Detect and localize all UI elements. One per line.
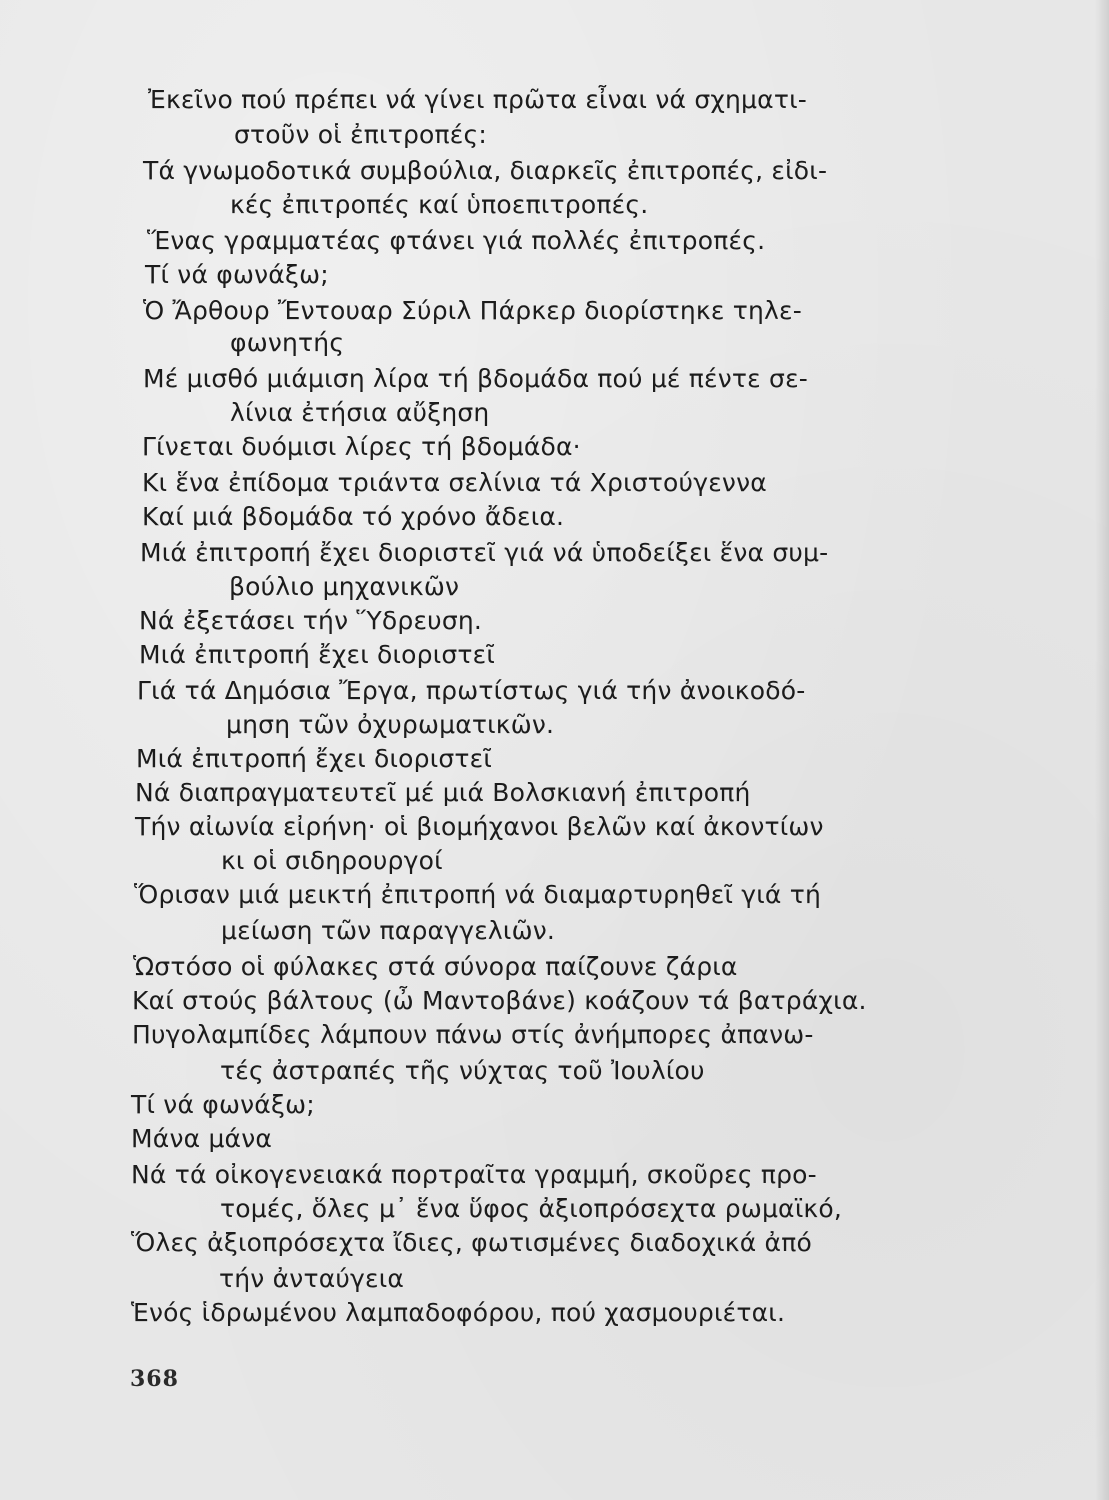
poem-line: Καί στούς βάλτους (ὦ Μαντοβάνε) κοάζουν τά βατράχια. — [132, 986, 867, 1015]
poem-line: Τί νά φωνάξω; — [145, 260, 329, 289]
poem-line: Νά διαπραγματευτεῖ μέ μιά Βολσκιανή ἐπιτροπή — [135, 778, 751, 807]
poem-line: στοῦν οἱ ἐπιτροπές: — [234, 120, 487, 149]
poem-line: Τήν αἰωνία εἰρήνη· οἱ βιομήχανοι βελῶν καί ἀκοντίων — [135, 812, 824, 841]
page-number: 368 — [130, 1366, 179, 1392]
poem-line: τές ἀστραπές τῆς νύχτας τοῦ Ἰουλίου — [220, 1056, 705, 1085]
poem-line: Μάνα μάνα — [131, 1124, 273, 1153]
poem-line: Μιά ἐπιτροπή ἔχει διοριστεῖ — [139, 640, 496, 669]
poem-line: τήν ἀνταύγεια — [219, 1264, 405, 1293]
poem-line: Πυγολαμπίδες λάμπουν πάνω στίς ἀνήμπορες ἀπανω- — [132, 1020, 814, 1049]
poem-line: Νά ἐξετάσει τήν Ὕδρευση. — [139, 606, 483, 635]
poem-line: Ὅλες ἀξιοπρόσεχτα ἴδιες, φωτισμένες διαδοχικά ἀπό — [131, 1228, 812, 1257]
poem-line: Τά γνωμοδοτικά συμβούλια, διαρκεῖς ἐπιτροπές, εἰδι- — [143, 156, 828, 185]
poem-line: Μιά ἐπιτροπή ἔχει διοριστεῖ γιά νά ὑποδείξει ἕνα συμ- — [140, 538, 829, 567]
poem-line: Τί νά φωνάξω; — [131, 1090, 315, 1119]
poem-line: Νά τά οἰκογενειακά πορτραῖτα γραμμή, σκοῦρες προ- — [131, 1160, 817, 1189]
poem-line: μηση τῶν ὀχυρωματικῶν. — [226, 710, 555, 739]
poem-line: λίνια ἐτήσια αὔξηση — [230, 398, 490, 427]
poem-line: Ὡστόσο οἱ φύλακες στά σύνορα παίζουνε ζάρια — [133, 952, 738, 981]
poem-line: τομές, ὅλες μ᾽ ἕνα ὕφος ἀξιοπρόσεχτα ρωμαϊκό, — [220, 1194, 842, 1223]
poem-line: Ὁ Ἄρθουρ Ἔντουαρ Σύριλ Πάρκερ διορίστηκε τηλε- — [143, 296, 802, 325]
poem-line: Κι ἕνα ἐπίδομα τριάντα σελίνια τά Χριστούγεννα — [142, 468, 767, 497]
poem-line: Καί μιά βδομάδα τό χρόνο ἄδεια. — [142, 502, 565, 531]
poem-line: κές ἐπιτροπές καί ὑποεπιτροπές. — [230, 190, 649, 219]
poem-line: Μιά ἐπιτροπή ἔχει διοριστεῖ — [136, 744, 493, 773]
poem-line: βούλιο μηχανικῶν — [229, 572, 460, 601]
poem-line: Μέ μισθό μιάμιση λίρα τή βδομάδα πού μέ πέντε σε- — [143, 364, 809, 393]
poem-line: κι οἱ σιδηρουργοί — [221, 846, 443, 875]
poem-line: Γιά τά Δημόσια Ἔργα, πρωτίστως γιά τήν ἀνοικοδό- — [137, 676, 806, 705]
poem-line: μείωση τῶν παραγγελιῶν. — [221, 916, 556, 945]
poem-line: Ἑνός ἱδρωμένου λαμπαδοφόρου, πού χασμουριέται. — [131, 1298, 786, 1327]
poem-line: Ὅρισαν μιά μεικτή ἐπιτροπή νά διαμαρτυρηθεῖ γιά τή — [134, 880, 822, 909]
poem-line: φωνητής — [230, 328, 345, 357]
poem-line: Γίνεται δυόμισι λίρες τή βδομάδα· — [142, 432, 581, 461]
poem-line: Ἕνας γραμματέας φτάνει γιά πολλές ἐπιτροπές. — [147, 226, 766, 255]
poem-line: Ἐκεῖνο πού πρέπει νά γίνει πρῶτα εἶναι νά σχηματι- — [148, 85, 807, 114]
